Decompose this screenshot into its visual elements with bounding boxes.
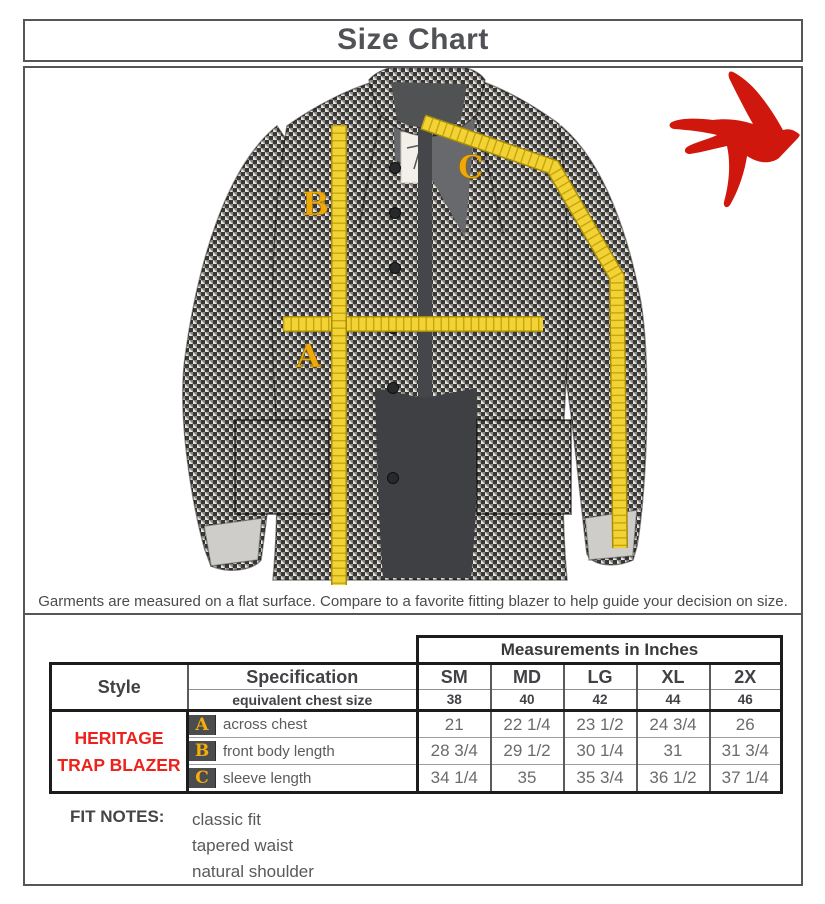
style-name-cell [51, 711, 188, 793]
size-header-2x: 2X [710, 664, 782, 690]
specification-column-header: Specification [188, 664, 418, 690]
spec-cell-front-body-length [188, 738, 418, 765]
value-cell: 23 1/2 [564, 711, 637, 738]
left-cuff [204, 518, 262, 566]
chest-size-md: 40 [491, 690, 564, 711]
size-header-sm: SM [418, 664, 491, 690]
value-cell: 35 3/4 [564, 765, 637, 793]
value-cell: 34 1/4 [418, 765, 491, 793]
spec-label-front-body-length: front body length [223, 742, 335, 760]
right-pocket [477, 420, 571, 514]
chest-size-sm: 38 [418, 690, 491, 711]
value-cell: 28 3/4 [418, 738, 491, 765]
value-cell: 29 1/2 [491, 738, 564, 765]
spec-label-sleeve-length: sleeve length [223, 769, 312, 787]
jacket-diagram-panel [23, 66, 803, 615]
fit-notes [70, 807, 314, 885]
size-header-xl: XL [637, 664, 710, 690]
style-name-line1: HERITAGE [74, 728, 164, 749]
value-cell: 30 1/4 [564, 738, 637, 765]
key-badge-a: A [189, 715, 216, 735]
size-header-md: MD [491, 664, 564, 690]
key-badge-c: C [189, 768, 216, 788]
size-header-lg: LG [564, 664, 637, 690]
size-table-panel [23, 615, 803, 886]
page-title: Size Chart [23, 19, 803, 62]
spec-label-across-chest: across chest [223, 716, 308, 733]
measurement-label-a: A [296, 337, 321, 375]
fit-note: natural shoulder [192, 862, 314, 881]
value-cell: 37 1/4 [710, 765, 782, 793]
value-cell: 24 3/4 [637, 711, 710, 738]
chest-size-lg: 42 [564, 690, 637, 711]
value-cell: 22 1/4 [491, 711, 564, 738]
chest-size-2x: 46 [710, 690, 782, 711]
jacket-illustration [25, 68, 801, 613]
value-cell: 26 [710, 711, 782, 738]
spec-cell-sleeve-length [188, 765, 418, 793]
value-cell: 31 3/4 [710, 738, 782, 765]
value-cell: 31 [637, 738, 710, 765]
value-cell: 36 1/2 [637, 765, 710, 793]
red-swallow-icon [670, 71, 800, 207]
value-cell: 35 [491, 765, 564, 793]
size-chart-table [49, 635, 783, 794]
key-badge-b: B [189, 741, 216, 761]
diagram-caption: Garments are measured on a flat surface. Compare to a favorite fitting blazer to help guide your decision on size. [38, 593, 788, 610]
chest-size-subheader: equivalent chest size [188, 690, 418, 711]
measurement-label-c: C [458, 148, 484, 186]
fit-note: classic fit [192, 810, 261, 829]
table-spacer [51, 637, 418, 664]
value-cell: 21 [418, 711, 491, 738]
chest-size-xl: 44 [637, 690, 710, 711]
left-pocket [235, 420, 329, 514]
measurement-label-b: B [302, 185, 330, 223]
fit-note: tapered waist [192, 836, 294, 855]
style-name-line2: TRAP BLAZER [57, 754, 181, 775]
spec-cell-across-chest [188, 711, 418, 738]
right-cuff [585, 510, 637, 560]
style-column-header: Style [51, 664, 188, 711]
fit-notes-label: FIT NOTES: [70, 807, 165, 826]
measurements-header: Measurements in Inches [418, 637, 782, 664]
